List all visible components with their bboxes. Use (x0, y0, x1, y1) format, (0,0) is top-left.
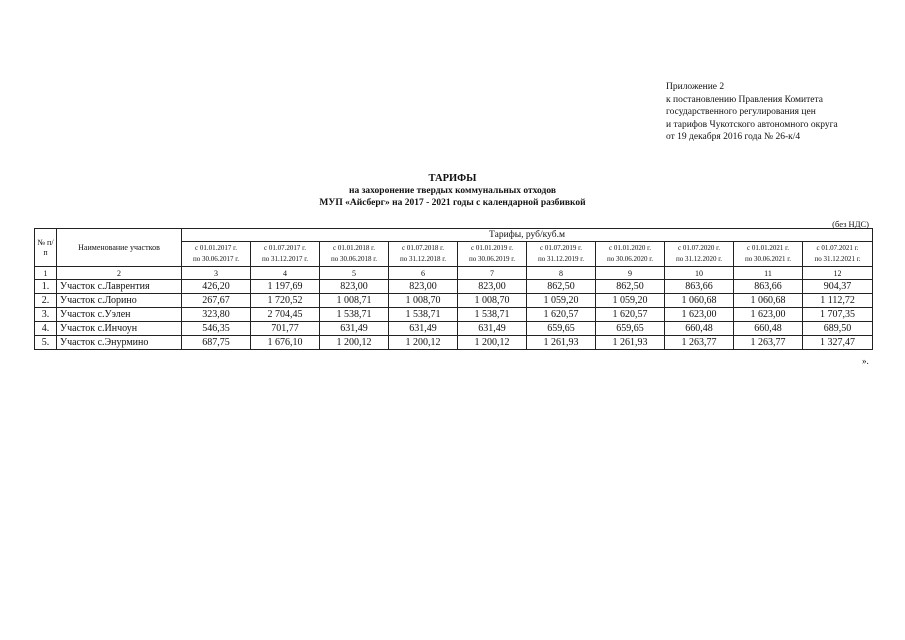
tariff-value: 631,49 (458, 322, 527, 336)
tariff-value: 631,49 (320, 322, 389, 336)
tariff-value: 1 060,68 (734, 294, 803, 308)
tariff-value: 862,50 (527, 280, 596, 294)
header-period (527, 242, 596, 267)
tariff-table (34, 228, 873, 350)
column-index-cell: 7 (458, 267, 527, 280)
tariff-value: 1 538,71 (458, 308, 527, 322)
tariff-value: 1 200,12 (320, 336, 389, 350)
header-period (596, 242, 665, 267)
row-number: 5. (35, 336, 57, 350)
period-from: с 01.01.2019 г. (471, 244, 513, 252)
tariff-value: 659,65 (596, 322, 665, 336)
tariff-value: 1 620,57 (527, 308, 596, 322)
tariff-value: 862,50 (596, 280, 665, 294)
column-index-cell: 8 (527, 267, 596, 280)
period-to: по 31.12.2020 г. (675, 255, 723, 263)
period-from: с 01.07.2019 г. (540, 244, 582, 252)
tariff-value: 1 538,71 (320, 308, 389, 322)
appendix-line: от 19 декабря 2016 года № 26-к/4 (666, 132, 801, 142)
tariff-value: 323,80 (182, 308, 251, 322)
period-to: по 30.06.2019 г. (468, 255, 516, 263)
column-index-cell: 11 (734, 267, 803, 280)
row-number: 3. (35, 308, 57, 322)
period-to: по 31.12.2018 г. (399, 255, 447, 263)
table-body (35, 280, 873, 350)
tariff-value: 1 112,72 (803, 294, 873, 308)
site-name: Участок с.Инчоун (57, 322, 182, 336)
table-row (35, 280, 873, 294)
tariff-value: 1 261,93 (596, 336, 665, 350)
tariff-value: 823,00 (320, 280, 389, 294)
header-period (803, 242, 873, 267)
tariff-value: 1 707,35 (803, 308, 873, 322)
period-to: по 30.06.2020 г. (606, 255, 654, 263)
tariff-value: 1 620,57 (596, 308, 665, 322)
period-from: с 01.07.2021 г. (816, 244, 859, 252)
header-period (665, 242, 734, 267)
period-to: по 31.12.2021 г. (814, 255, 861, 263)
tariff-value: 823,00 (458, 280, 527, 294)
tariff-value: 660,48 (734, 322, 803, 336)
period-to: по 31.12.2017 г. (261, 255, 309, 263)
tariff-value: 1 263,77 (665, 336, 734, 350)
appendix-line: к постановлению Правления Комитета (666, 94, 823, 105)
tariff-value: 1 261,93 (527, 336, 596, 350)
tariff-value: 1 197,69 (251, 280, 320, 294)
tariff-value: 1 060,68 (665, 294, 734, 308)
tariff-value: 1 059,20 (596, 294, 665, 308)
tariff-value: 631,49 (389, 322, 458, 336)
document-title (0, 173, 905, 209)
period-from: с 01.07.2018 г. (402, 244, 444, 252)
tariff-value: 546,35 (182, 322, 251, 336)
period-to: по 31.12.2019 г. (537, 255, 585, 263)
header-period (389, 242, 458, 267)
tariff-value: 1 059,20 (527, 294, 596, 308)
column-index-cell: 4 (251, 267, 320, 280)
period-to: по 30.06.2021 г. (744, 255, 792, 263)
period-from: с 01.01.2017 г. (195, 244, 237, 252)
period-from: с 01.07.2017 г. (264, 244, 306, 252)
site-name: Участок с.Энурмино (57, 336, 182, 350)
tariff-value: 823,00 (389, 280, 458, 294)
column-index-cell: 1 (35, 267, 57, 280)
column-index-row (35, 267, 873, 280)
tariff-value: 1 008,70 (458, 294, 527, 308)
period-from: с 01.01.2018 г. (333, 244, 375, 252)
tariff-value: 2 704,45 (251, 308, 320, 322)
tariff-value: 1 623,00 (665, 308, 734, 322)
title-organization: МУП «Айсберг» на 2017 - 2021 годы с календарной разбивкой (319, 198, 586, 208)
tariff-value: 1 623,00 (734, 308, 803, 322)
column-index-cell: 5 (320, 267, 389, 280)
period-from: с 01.01.2021 г. (747, 244, 789, 252)
header-period (320, 242, 389, 267)
appendix-line: и тарифов Чукотского автономного округа (666, 119, 838, 130)
appendix-line: государственного регулирования цен (666, 107, 816, 117)
site-name: Участок с.Лорино (57, 294, 182, 308)
period-to: по 30.06.2018 г. (330, 255, 378, 263)
tariff-value: 660,48 (665, 322, 734, 336)
closing-mark: ». (862, 356, 869, 366)
table-row (35, 308, 873, 322)
row-number: 4. (35, 322, 57, 336)
tariff-value: 659,65 (527, 322, 596, 336)
table-row (35, 336, 873, 350)
header-period (182, 242, 251, 267)
column-index-cell: 9 (596, 267, 665, 280)
column-index-cell: 10 (665, 267, 734, 280)
appendix-note (666, 81, 896, 144)
tariff-value: 1 008,70 (389, 294, 458, 308)
row-number: 2. (35, 294, 57, 308)
column-index-cell: 3 (182, 267, 251, 280)
period-from: с 01.01.2020 г. (609, 244, 651, 252)
header-site-name: Наименование участков (57, 229, 182, 267)
header-period (734, 242, 803, 267)
tariff-value: 426,20 (182, 280, 251, 294)
row-number: 1. (35, 280, 57, 294)
header-tariffs: Тарифы, руб/куб.м (182, 229, 873, 242)
vat-note: (без НДС) (832, 219, 869, 229)
header-period (458, 242, 527, 267)
tariff-value: 1 327,47 (803, 336, 873, 350)
header-number: № п/п (35, 229, 57, 267)
title-main: ТАРИФЫ (428, 173, 477, 184)
table-row (35, 322, 873, 336)
period-from: с 01.07.2020 г. (678, 244, 720, 252)
column-index-cell: 6 (389, 267, 458, 280)
tariff-value: 1 200,12 (458, 336, 527, 350)
column-index-cell: 2 (57, 267, 182, 280)
site-name: Участок с.Лаврентия (57, 280, 182, 294)
tariff-value: 1 008,71 (320, 294, 389, 308)
header-period (251, 242, 320, 267)
site-name: Участок с.Уэлен (57, 308, 182, 322)
tariff-value: 687,75 (182, 336, 251, 350)
tariff-value: 267,67 (182, 294, 251, 308)
tariff-value: 904,37 (803, 280, 873, 294)
tariff-value: 1 538,71 (389, 308, 458, 322)
tariff-value: 689,50 (803, 322, 873, 336)
tariff-value: 1 676,10 (251, 336, 320, 350)
tariff-value: 863,66 (734, 280, 803, 294)
tariff-value: 701,77 (251, 322, 320, 336)
tariff-value: 863,66 (665, 280, 734, 294)
period-to: по 30.06.2017 г. (192, 255, 240, 263)
title-subtitle: на захоронение твердых коммунальных отходов (349, 186, 556, 196)
table-row (35, 294, 873, 308)
tariff-value: 1 720,52 (251, 294, 320, 308)
appendix-line: Приложение 2 (666, 82, 725, 92)
tariff-value: 1 263,77 (734, 336, 803, 350)
column-index-cell: 12 (803, 267, 873, 280)
tariff-value: 1 200,12 (389, 336, 458, 350)
